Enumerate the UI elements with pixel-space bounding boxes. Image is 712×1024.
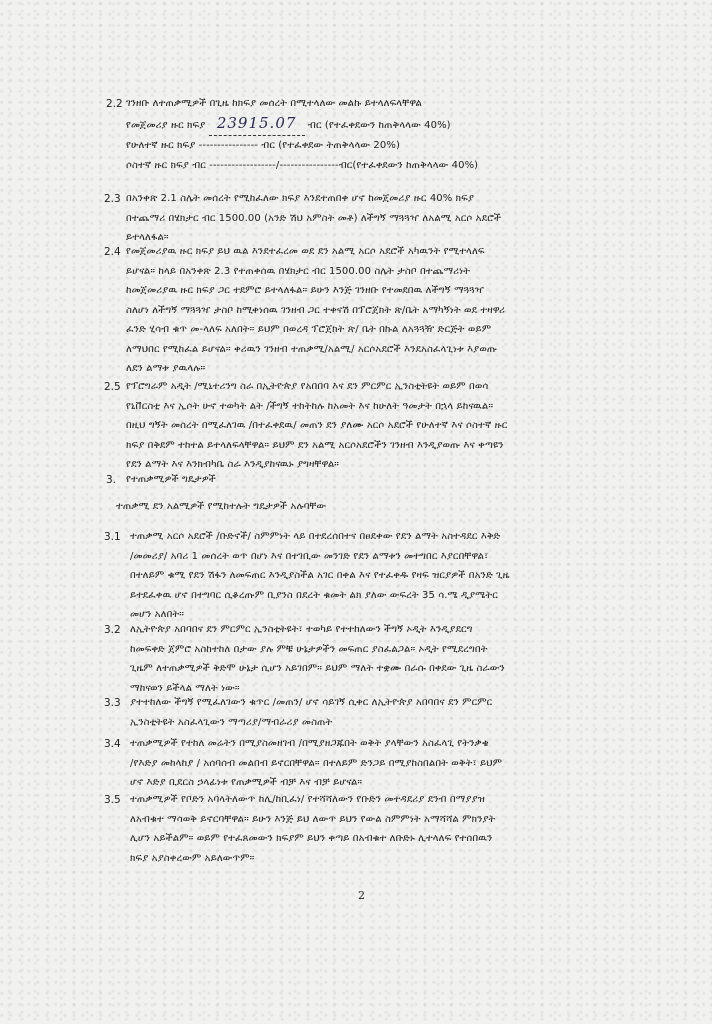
second-payment-line: የሁለተኛ ዙር ክፍያ ---------------- ብር (የተፈቀደው ትጠቅላላው 20%) [126,140,400,151]
section-2-5-line: የፕሮግራም አዲት /ሚኒተሪንግ ስራ በኢትዮጵያ የአበበባ እና ደን ምርምር ኢንስቲትዩት ወይም በወሳ [126,381,489,392]
section-2-3 [126,189,706,248]
first-payment-line [126,114,696,137]
section-3-3-line: ያተተከለው ችግኝ የሚፈለገውን ቁጥር /መጠን/ ሆኖ ሳይገኝ ሲቀር ለኢትዮጵያ አበባበና ደን ምርምር [130,697,493,708]
section-3-5-line: ሊሆን አይችልም። ወይም የተፈጸመውን ክፍያም ይህን ቀጣይ በአብቁተ ለቡድኑ ሊተላለፍ የተሰበዉን [130,833,493,844]
section-number-3: 3. [106,474,117,486]
section-2-4-line: ስለሆነ ለችግኝ ማጓጓዣ ታስቦ ከሚቀነሰዉ ገንዘብ ጋር ተቀናሽ በፕሮጀክት ጽ/ቤት አማካኝነት ወደ ተዛዋሪ [126,304,506,316]
section-2-4-line: ፈንድ ሂሳብ ቁጥ መ-ላለፍ አለበት። ይህም በወረዳ ፕሮጀክት ጽ/ ቤት በኩል ለአጓጓዥ ድርጅት ወይም [126,324,492,335]
section-3-2-line: ጊዜም ለተጠቃሚዎች ቅድሞ ሁኔታ ሲሆን አይገበም። ይህም ማለት ተቋሙ በራሱ በቀደው ጊዜ ስራውን [130,663,505,674]
section-3-4-line: /የእድያ መከላከያ / አሰባሰብ መልበብ ይኖርበቸዋል። በተለይም ድንጋይ በሚያከስበልበት ወቅት፣ ይህም [130,757,503,769]
section-3-5 [130,790,700,868]
section-2-4-line: ይሆናል። ከላይ በአንቀጽ 2.3 የተጠቀሰዉ በሄክታር ብር 1500.00 ስሌት ታስቦ በተጨማሪነት [126,265,471,277]
section-2-3-line: ይተላለፋል። [126,232,169,243]
section-3-4-line: ሆኖ እድያ ቢደርስ ኃላፊነቱ የጠቃሚዎች ብቻ እና ብቻ ይሆናል። [130,777,363,788]
section-2-5-line: በዚህ ግኝት መሰረት በሚፈለገዉ /በተፈቀደዉ/ መጠን ደን ያለሙ አርሶ አደሮች የሁለተኛ እና ሶስተኛ ዙር [126,420,508,431]
section-number-2-2: 2.2 [106,98,123,110]
page-number: 2 [358,889,365,902]
section-2-4-line: ለማህበር የሚከፈል ይሆናል። ቀሪዉን ገንዘብ ተጠቃሚ/አልሚ/ አርሶአደሮች እንደአስፈላጊነቱ እያወጡ [126,343,498,355]
section-2-4 [126,242,706,379]
section-3-1-line: መሆን አለበት። [130,609,185,620]
first-payment-label: የመጀመሪያ ዙር ክፍያ [126,119,206,131]
section-3-4-line: ተጠቃሚዎች የተከለ መሬትን በሚያስመዘገብ /በሚያዘጋጁበት ወቅት ያላቸውን አስፈላጊ የትንቃቄ [130,738,489,749]
section-3-3-line: ኢንስቲትዩት አስፈላጊውን ማጣሪያ/ማብራሪያ መስጠት [130,716,333,728]
third-payment-line: ሶስተኛ ዙር ክፍያ ብር ------------------/----------------ብር(የተፈቀደውን ከጠቅላላው 40%) [126,159,479,171]
section-3-1 [130,527,700,625]
section-3-2 [130,620,700,698]
section-3-2-line: ለኢትዮጵያ አበባበና ደን ምርምር ኢንስቲትዩት፣ ተወካይ የተተከለውን ችግኝ ኦዲት እንዲያደርግ [130,624,473,635]
section-number-3-4: 3.4 [104,738,121,750]
first-payment-amount [209,114,305,137]
section-2-5 [126,377,706,475]
section-number-2-4: 2.4 [104,246,121,258]
section-number-2-3: 2.3 [104,193,121,205]
section-number-3-5: 3.5 [104,794,121,806]
section-3-5-line: ለአብቁተ ማሳወቅ ይኖርባቸዋል። ይሁን እንጅ ይህ ለውጥ ይህን የውል ስምምነት አማሻሻል ምክንያት [130,813,496,825]
section-number-3-2: 3.2 [104,624,121,636]
section-number-3-3: 3.3 [104,697,121,709]
section-3-2-line: ከመፍቀድ ጀምሮ አስከተከለ በታው ያሉ ምቹ ሁኔታዎችን መፍጠር ያስፈልጋል። ኦዲት የሚደረግበት [130,643,488,655]
section-2-2 [126,94,696,175]
section-2-3-line: በተጨማሪ በሄክታር ብር 1500.00 (አንድ ሽህ አምስት መቶ) ለችግኝ ማጓጓዣ ለአልሚ አርሶ አደሮች [126,212,502,224]
section-3-1-line: ተጠቃሚ አርሶ አደሮች /ቡድኖች/ ስምምነት ላይ በተደረሰበተና በፀደቀው የደን ልማት አስተዳደር እቅድ [130,531,501,542]
section-number-3-1: 3.1 [104,531,121,543]
section-2-4-line: የመጀመሪያዉ ዙር ክፍያ ይህ ዉል እንደተፈረመ ወደ ደን አልሚ አርሶ አደሮች አካዉንት የሚተላለፍ [126,246,485,257]
section-3-3 [130,693,700,732]
section-3-2-line: ማከናወን ይችላል ማለት ነው። [130,682,240,694]
section-number-2-5: 2.5 [104,381,121,393]
section-3-5-line: ክፍያ አያስቀረውም አይለውጥም። [130,852,255,864]
section-2-5-line: የኒቨርስቲ እና ኢሶት ሁኖ ተወካት ልት /ችግኝ ተከትከሉ ከአመት እና ከሁለት ዓመታት በኋላ ይከናዉል። [126,400,494,412]
section-3-1-line: ይተደፈቀዉ ሆኖ በተግባር ሲቆረጡም ቢያንስ በደረት ቁመት ልክ ያለው ውፍረት 35 ሳ.ሜ ዲያሜትር [130,589,498,601]
section-2-4-line: ለደን ልማቱ ያዉላሉ። [126,363,206,374]
section-3-title: የተጠቃሚዎች ግዴታዎች [126,474,216,485]
handwritten-amount: 23915.07 [216,113,297,132]
obligations-intro: ተጠቃሚ ደን አልሚዎች የሚከተሉት ግዴታዎች አሉባቸው [116,501,327,512]
section-3-4 [130,734,700,793]
section-2-2-line: ገንዘቡ ለተጠቃሚዎች በጊዜ ከክፍያ መሰረት በሚተላለው መልኩ ይተላለፍላቸዋል [126,98,422,109]
section-3-5-line: ተጠቃሚዎች የቦድን አባላትለውጥ ከሊ/ከቢፈነ/ የተሻሻለውን የቡድን መተዳደሪያ ደንብ በማያያዝ [130,794,485,805]
section-3-1-line: /መመሪያ/ አባሪ 1 መሰረት ወጥ በሆነ እና በተገቢው መንገድ የደን ልማቱን መተግበር እያርበቸዋል፣ [130,550,489,562]
section-3-1-line: በተለይም ቁሚ የደን ሽፋን ለመፍጠር እንዲያስችል አገር በቀል እና የተፈቀዱ የዛፍ ዝርያዎች በአንድ ጊዜ [130,570,510,581]
first-payment-note: ብር (የተፈቀደውን ከጠቅላላው 40%) [307,119,451,131]
section-2-3-line: በአንቀጽ 2.1 ስሌት መሰረት የሚከፈለው ክፍያ እንደተጠበቀ ሆኖ ከመጀመሪያ ዙር 40% ክፍያ [126,193,474,204]
section-2-4-line: ከመጀመሪያዉ ዙር ክፍያ ጋር ተደምሮ ይተላለፋል። ይሁን እንጅ ገንዘቡ የተመደበዉ ለችግኝ ማጓጓዣ [126,285,484,296]
section-2-5-line: ክፍያ በቅደም ተከተል ይተላለፍላቸዋል። ይህም ደን አልሚ አርሶአደሮችን ገንዘብ እንዲያወጡ እና ቀጣዩን [126,439,504,451]
section-2-5-line: የደን ልማት እና እንክብካቤ ስራ እንዲያከናዉኑ ያግዛቸዋል። [126,459,340,470]
